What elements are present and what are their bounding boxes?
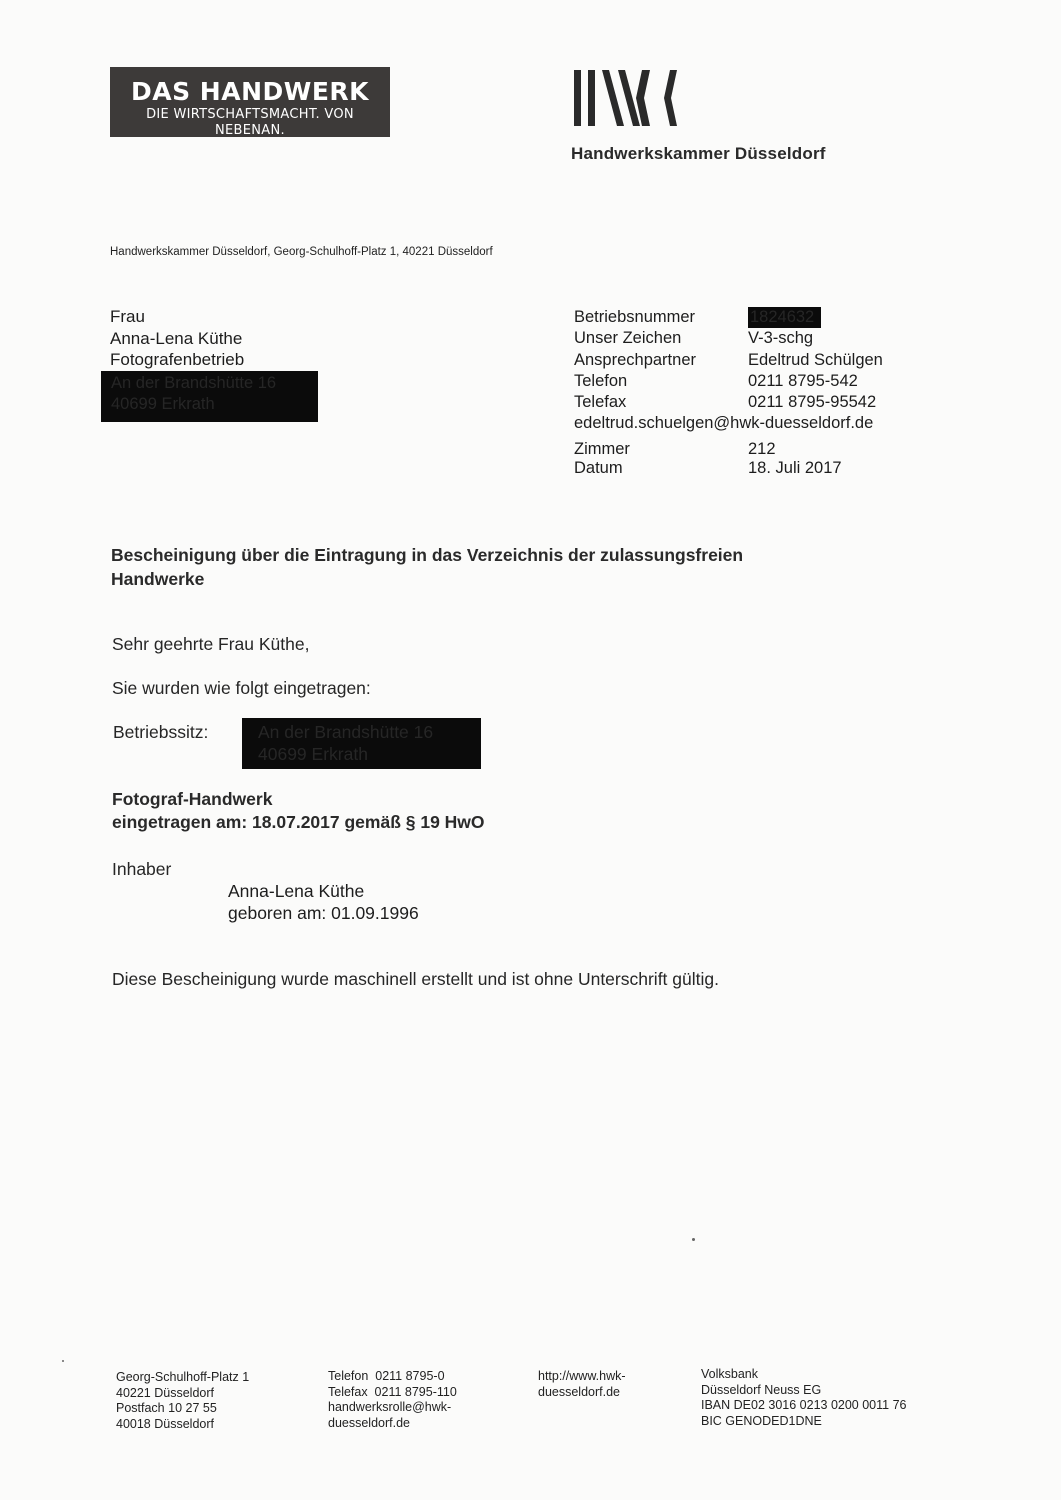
footer-line: Postfach 10 27 55 <box>116 1401 217 1415</box>
redacted-betriebssitz <box>242 718 481 769</box>
footer-email: handwerksrolle@hwk- <box>328 1400 452 1414</box>
footer-address <box>116 1370 249 1432</box>
footer-bank <box>701 1367 907 1429</box>
telefax-value: 0211 8795-95542 <box>748 393 877 412</box>
datum-label: Datum <box>574 458 623 477</box>
intro-text: Sie wurden wie folgt eingetragen: <box>112 678 371 698</box>
betriebssitz-label: Betriebssitz: <box>113 722 209 742</box>
footer-line: 40221 Düsseldorf <box>116 1385 214 1400</box>
ansprechpartner-label: Ansprechpartner <box>574 350 696 369</box>
trade-entry <box>112 788 485 834</box>
logo-main-text: DAS HANDWERK <box>130 77 370 106</box>
owner-name: Anna-Lena Küthe <box>228 881 365 901</box>
footer-web <box>538 1369 626 1400</box>
scan-speck <box>692 1238 695 1241</box>
sender-line: Handwerkskammer Düsseldorf, Georg-Schulhoff-Platz 1, 40221 Düsseldorf <box>110 246 493 258</box>
footer-line: Telefax 0211 8795-110 <box>328 1384 457 1399</box>
betriebsnummer-label: Betriebsnummer <box>574 308 696 326</box>
site-street: An der Brandshütte 16 <box>258 722 434 742</box>
betriebsnummer-value: 1824632 <box>748 307 821 328</box>
telefon-value: 0211 8795-542 <box>748 371 858 390</box>
recipient-street: An der Brandshütte 16 <box>111 374 277 392</box>
owner-block <box>228 880 419 924</box>
letter-subject <box>111 543 871 591</box>
owner-birthdate: geboren am: 01.09.1996 <box>228 903 419 923</box>
zeichen-label: Unser Zeichen <box>574 329 682 348</box>
telefon-label: Telefon <box>574 371 628 390</box>
footer-email: duesseldorf.de <box>328 1415 411 1430</box>
footer-url: http://www.hwk- <box>538 1369 626 1383</box>
greeting: Sehr geehrte Frau Küthe, <box>112 634 310 654</box>
reference-info-block <box>574 307 883 479</box>
contact-email: edeltrud.schuelgen@hwk-duesseldorf.de <box>574 414 874 433</box>
footer-url: duesseldorf.de <box>538 1384 621 1399</box>
footer-iban: IBAN DE02 3016 0213 0200 0011 76 <box>701 1398 907 1412</box>
telefax-label: Telefax <box>574 393 627 412</box>
zeichen-value: V-3-schg <box>748 329 814 348</box>
owner-label: Inhaber <box>112 859 172 879</box>
recipient-salutation: Frau <box>110 307 145 326</box>
footer-contact <box>328 1369 457 1431</box>
subject-line-1: Bescheinigung über die Eintragung in das Verzeichnis der zulassungsfreien <box>111 545 744 565</box>
zimmer-value: 212 <box>748 439 776 458</box>
footer-line: Volksbank <box>701 1367 758 1381</box>
zimmer-label: Zimmer <box>574 439 630 458</box>
footer-bic: BIC GENODED1DNE <box>701 1413 822 1428</box>
hwk-logo-mark <box>572 66 692 135</box>
footer-line: Telefon 0211 8795-0 <box>328 1369 445 1383</box>
footer-line: 40018 Düsseldorf <box>116 1416 214 1431</box>
closing-note: Diese Bescheinigung wurde maschinell erstellt und ist ohne Unterschrift gültig. <box>112 969 719 989</box>
recipient-name: Anna-Lena Küthe <box>110 328 243 348</box>
footer-line: Düsseldorf Neuss EG <box>701 1382 822 1397</box>
subject-line-2: Handwerke <box>111 569 205 589</box>
recipient-address <box>110 306 244 371</box>
site-city: 40699 Erkrath <box>258 744 368 764</box>
trade-name: Fotograf-Handwerk <box>112 789 273 809</box>
das-handwerk-logo <box>110 67 390 137</box>
recipient-company: Fotografenbetrieb <box>110 350 245 369</box>
registration-date: eingetragen am: 18.07.2017 gemäß § 19 HwO <box>112 812 485 832</box>
ansprechpartner-value: Edeltrud Schülgen <box>748 350 883 369</box>
scan-speck <box>62 1360 64 1362</box>
hwk-name: Handwerkskammer Düsseldorf <box>571 144 826 163</box>
datum-value: 18. Juli 2017 <box>748 458 842 477</box>
redacted-recipient-address <box>101 371 318 422</box>
logo-sub-text: DIE WIRTSCHAFTSMACHT. VON NEBENAN. <box>146 107 354 138</box>
recipient-city: 40699 Erkrath <box>111 395 215 413</box>
footer-line: Georg-Schulhoff-Platz 1 <box>116 1370 250 1384</box>
